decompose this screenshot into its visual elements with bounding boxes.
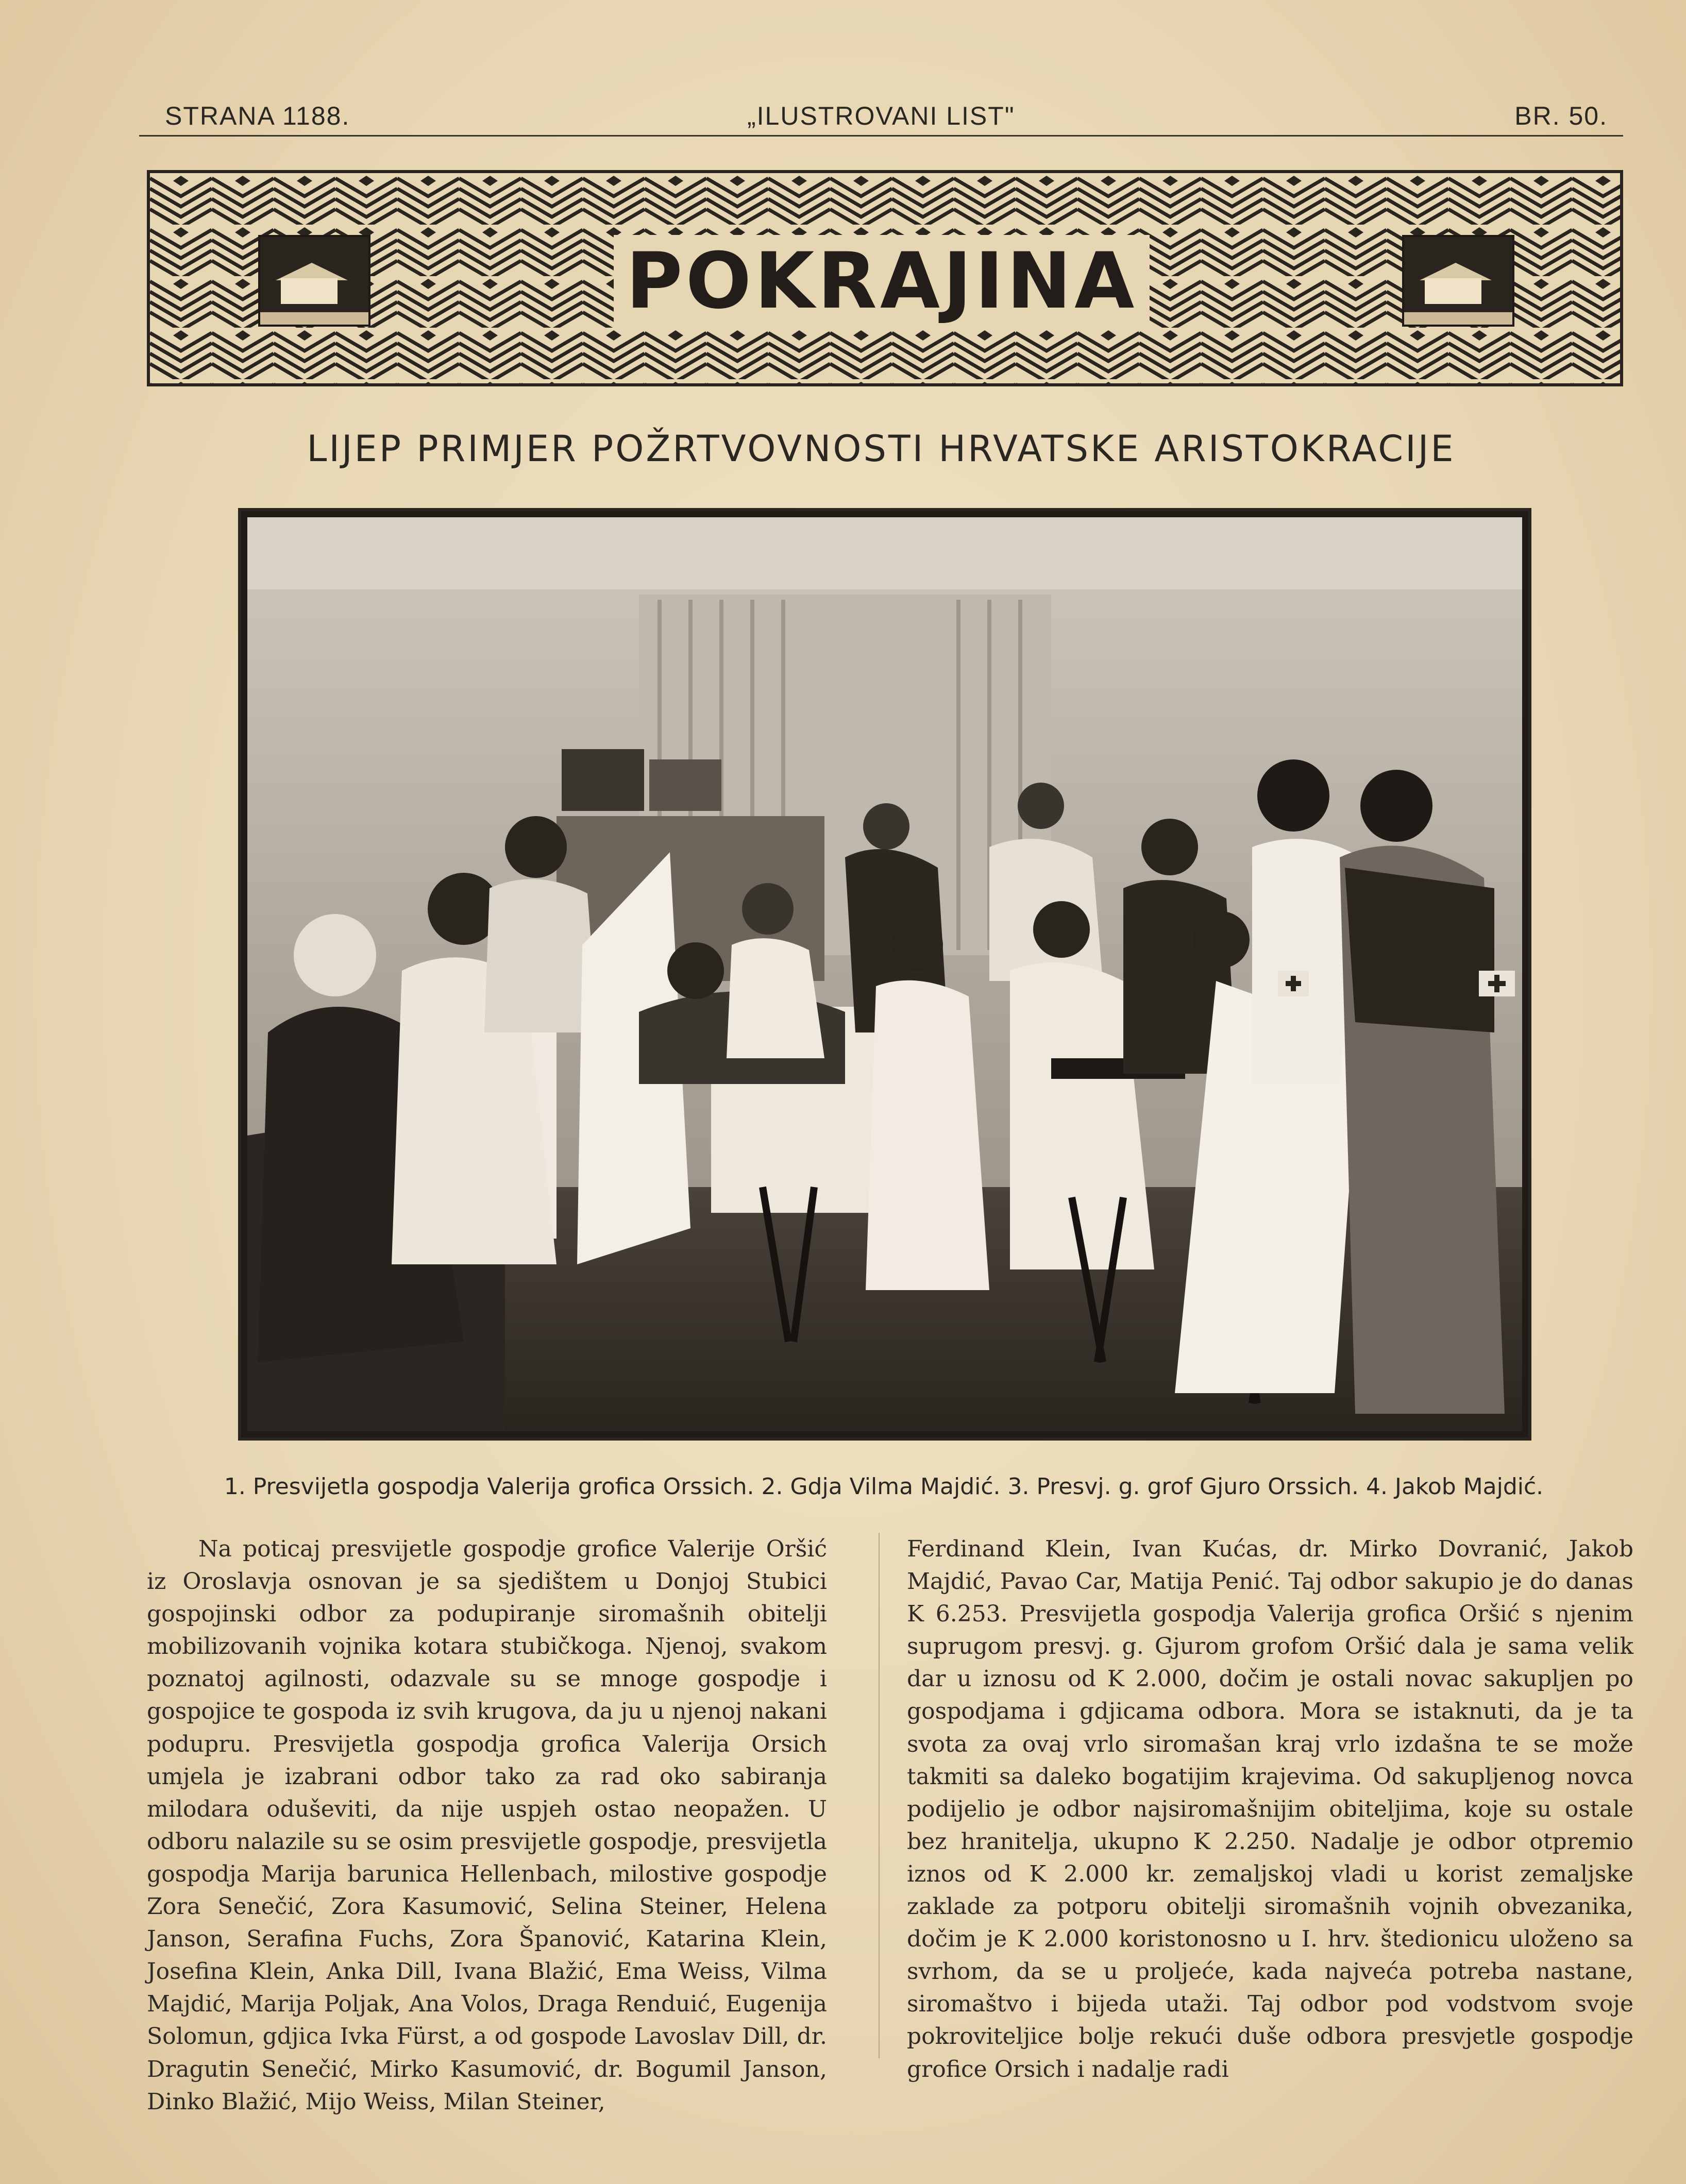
photo-scene [247, 517, 1522, 1431]
article-headline: LIJEP PRIMJER POŽRTVOVNOSTI HRVATSKE ARISTOKRACIJE [307, 428, 1456, 470]
header-rule [139, 135, 1623, 137]
column-divider [879, 1533, 880, 2058]
page-number: STRANA 1188. [165, 101, 350, 130]
section-title: POKRAJINA [614, 235, 1150, 328]
banner-left-vignette [258, 235, 370, 327]
photo-caption: 1. Presvijetla gospodja Valerija grofica Orssich. 2. Gdja Vilma Majdić. 3. Presvj. g. grof Gjuro Orssich. 4. Jakob Majdić. [224, 1474, 1544, 1500]
article-column-right: Ferdinand Klein, Ivan Kućas, dr. Mirko Dovranić, Jakob Majdić, Pavao Car, Matija Penić. Taj odbor sakupio je do danas K 6.253. Presvijetla gospodja Valerija grofica Oršić s njenim suprugom presvj. g. Gjurom grofom Oršić dala je sama velik dar u iznosu od K 2.000, dočim je ostali novac sakupljen po gospodjama i gdjicama odbora. Mora se istaknuti, da je ta svota za ovaj vrlo siromašan kraj vrlo izdašna te se može takmiti sa daleko bogatijim krajevima. Od sakupljenog novca podijelio je odbor najsiromašnijim obiteljima, koje su ostale bez hranitelja, ukupno K 2.250. Nadalje je odbor otpremio iznos od K 2.000 kr. zemaljskoj vladi u korist zemaljske zaklade za potporu obitelji siromašnih vojnih obvezanika, dočim je K 2.000 koristonosno u I. hrv. štedionicu uloženo sa svrhom, da se u proljeće, kada najveća potreba nastane, siromaštvo i bijeda utaži. Taj odbor pod vodstvom svoje pokroviteljice bolje rekući duše odbora presvjetle gospodje grofice Orsich i nadalje radi [907, 1536, 1633, 2083]
section-banner [147, 170, 1623, 386]
banner-right-vignette [1402, 235, 1514, 327]
publication-title: „ILUSTROVANI LIST" [747, 101, 1015, 130]
issue-number: BR. 50. [1514, 101, 1608, 130]
article-column-left: Na poticaj presvijetle gospodje grofice Valerije Oršić iz Oroslavja osnovan je sa sjedištem u Donjoj Stubici gospojinski odbor za podupiranje siromašnih obitelji mobilizovanih vojnika kotara stubičkoga. Njenoj, svakom poznatoj agilnosti, odazvale su se mnoge gospodje i gospojice te gospoda iz svih krugova, da ju u njenoj nakani podupru. Presvijetla gospodja grofica Valerija Orsich umjela je izabrani odbor tako za rad oko sabiranja milodara oduševiti, da nije uspjeh ostao neopažen. U odboru nalazile su se osim presvijetle gospodje, presvijetla gospodja Marija barunica Hellenbach, milostive gospodje Zora Senečić, Zora Kasumović, Selina Steiner, Helena Janson, Serafina Fuchs, Zora Španović, Katarina Klein, Josefina Klein, Anka Dill, Ivana Blažić, Ema Weiss, Vilma Majdić, Marija Poljak, Ana Volos, Draga Renduić, Eugenija Solomun, gdjica Ivka Fürst, a od gospode Lavoslav Dill, dr. Dragutin Senečić, Mirko Kasumović, dr. Bogumil Janson, Dinko Blažić, Mijo Weiss, Milan Steiner, [147, 1536, 827, 2115]
running-head [139, 98, 1623, 134]
article-photo [238, 508, 1531, 1441]
